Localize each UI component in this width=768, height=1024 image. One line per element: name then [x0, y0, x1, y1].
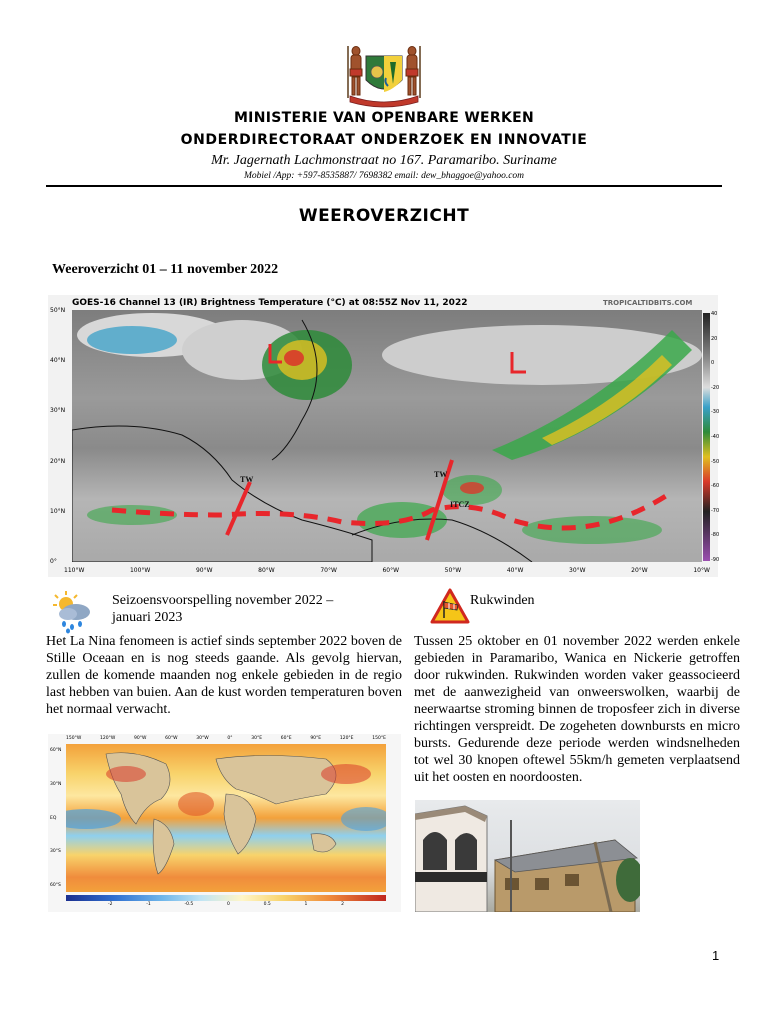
longitude-labels: [64, 567, 710, 574]
lon-label: 90°W: [195, 567, 213, 574]
sst-lon-label: 120°E: [339, 736, 354, 741]
latitude-labels: [50, 307, 72, 565]
lon-label: 100°W: [129, 567, 151, 574]
sst-lon-label: 90°W: [134, 736, 147, 741]
sst-anomaly-image: [66, 744, 386, 892]
lat-label: 10°N: [50, 507, 66, 515]
lon-label: 10°W: [693, 567, 710, 574]
period-heading: Weeroverzicht 01 – 11 november 2022: [52, 262, 279, 277]
lon-label: 20°W: [631, 567, 648, 574]
sst-lon-labels: [66, 736, 386, 741]
sst-lon-label: 120°W: [100, 736, 116, 741]
scale-label: 40: [711, 311, 718, 317]
coat-of-arms: [344, 42, 424, 108]
sst-scale-label: 1: [304, 902, 308, 907]
scale-label: -90: [711, 556, 720, 563]
sst-scale-label: -1: [146, 902, 151, 907]
satellite-map-source: TROPICALTIDBITS.COM: [603, 299, 693, 307]
scale-label: -20: [711, 384, 720, 391]
wind-heading: Rukwinden: [470, 593, 535, 608]
scale-label: -50: [711, 458, 720, 465]
sst-scale-label: -2: [108, 902, 113, 907]
satellite-map-title: GOES-16 Channel 13 (IR) Brightness Temperature (°C) at 08:55Z Nov 11, 2022: [72, 298, 468, 308]
address: Mr. Jagernath Lachmonstraat no 167. Paramaribo. Suriname: [211, 153, 557, 168]
sst-lon-label: 90°E: [310, 736, 322, 741]
temperature-scale-labels: [711, 311, 719, 563]
sst-lat-label: 30°S: [50, 849, 61, 855]
sst-lon-label: 30°E: [251, 736, 263, 741]
sst-colorbar: [66, 895, 386, 901]
sst-colorbar-labels: [108, 902, 344, 907]
sst-lat-label: 60°S: [50, 883, 61, 888]
satellite-map: [48, 295, 718, 577]
lat-label: 50°N: [50, 307, 66, 314]
sst-lat-label: 30°N: [50, 781, 62, 787]
sst-lat-label: EQ: [50, 815, 57, 821]
sun-cloud-rain-icon: [52, 590, 92, 634]
sst-lon-label: 60°W: [165, 736, 178, 741]
sst-lon-label: 150°E: [372, 736, 386, 741]
scale-label: 20: [711, 335, 718, 342]
scale-label: -40: [711, 433, 720, 440]
scale-label: -70: [711, 507, 720, 514]
sst-scale-label: -0.5: [184, 902, 194, 907]
tropical-wave-label-2: TW: [434, 470, 448, 479]
lon-label: 70°W: [320, 567, 337, 574]
sst-lon-label: 30°W: [196, 736, 209, 741]
sst-scale-label: 0.5: [263, 902, 271, 907]
scale-label: -80: [711, 532, 720, 539]
department-name: ONDERDIRECTORAAT ONDERZOEK EN INNOVATIE: [180, 132, 588, 148]
lon-label: 30°W: [569, 567, 586, 574]
lon-label: 40°W: [506, 567, 524, 574]
seasonal-heading: Seizoensvoorspelling november 2022 – januari 2023: [112, 593, 334, 625]
scale-label: -30: [711, 409, 720, 416]
scale-label: 0: [711, 360, 715, 367]
wind-body: Tussen 25 oktober en 01 november 2022 werden enkele gebieden in Paramaribo, Wanica en Nickerie getroffen door rukwinden. Rukwinden worden vaker geassocieerd met de aanwezigheid van onweerswolken, waarbij de neerwaartse stroming binnen de troposfeer zich in diverse richtingen verspreidt. De zogeheten downbursts en micro bursts. Gedurende deze periode werden windsnelheden tot wel 30 knopen oftewel 55km/h gemeten verplaatsend uit het oosten en noordoosten.: [414, 634, 740, 785]
scale-label: -60: [711, 483, 720, 490]
sst-lat-labels: [50, 748, 64, 888]
header-divider: [46, 185, 722, 187]
wind-warning-sign-icon: [430, 588, 470, 624]
lat-label: 0°: [50, 557, 57, 565]
sst-lat-label: 60°N: [50, 748, 62, 753]
lon-label: 80°W: [258, 567, 275, 574]
lat-label: 40°N: [50, 357, 66, 365]
sea-temperature-anomaly-map: [48, 734, 401, 912]
page-number: 1: [712, 948, 720, 963]
temperature-scale-bar: [703, 313, 710, 561]
document-title: WEEROVERZICHT: [298, 206, 470, 226]
seasonal-body: Het La Nina fenomeen is actief sinds september 2022 boven de Stille Oceaan en is nog steeds gaande. Als gevolg hiervan, zullen de komende maanden nog enkele gebieden in de regio last hebben van buien. Aan de kust worden temperaturen boven het normaal verwacht.: [46, 634, 402, 717]
contact-info: Mobiel /App: +597-8535887/ 7698382 email: dew_bhaggoe@yahoo.com: [243, 171, 525, 181]
satellite-image: [72, 310, 702, 562]
tropical-wave-label-1: TW: [240, 475, 254, 484]
sst-lon-label: 0°: [227, 736, 233, 741]
sst-lon-label: 150°W: [66, 736, 82, 741]
lon-label: 50°W: [444, 567, 462, 574]
wind-damage-photo: [415, 800, 640, 912]
lon-label: 110°W: [64, 567, 85, 574]
sst-lon-label: 60°E: [280, 736, 292, 741]
lon-label: 60°W: [382, 567, 400, 574]
itcz-label: ITCZ: [450, 500, 470, 509]
sst-scale-label: 0: [226, 902, 230, 907]
ministry-name: MINISTERIE VAN OPENBARE WERKEN: [233, 110, 535, 126]
lat-label: 30°N: [50, 407, 66, 415]
lat-label: 20°N: [50, 457, 66, 465]
sst-scale-label: 2: [341, 902, 344, 907]
